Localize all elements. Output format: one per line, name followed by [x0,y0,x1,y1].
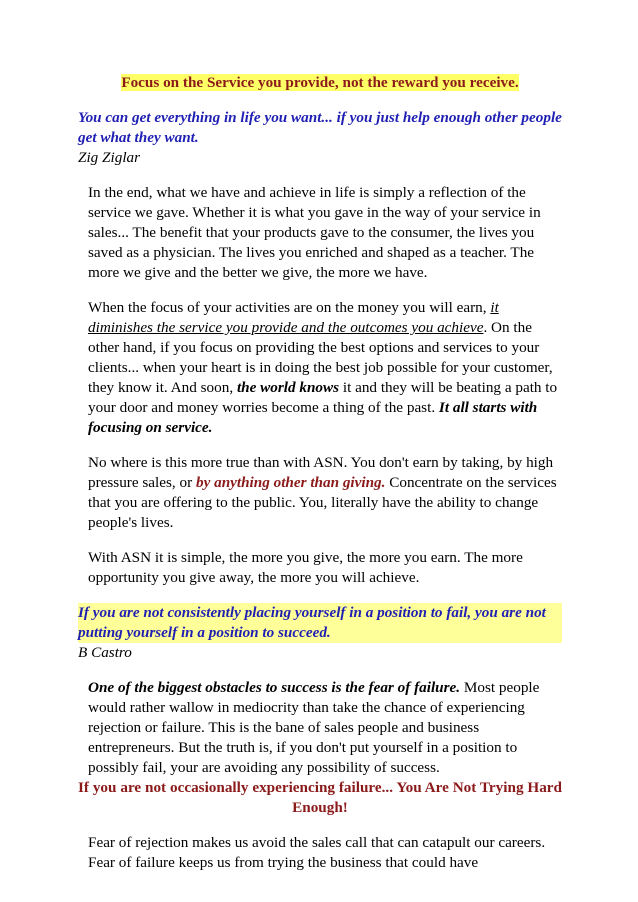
paragraph-focus-c: it and they will be beating a path to your door and money worries become a thing of the past. [88,379,558,416]
paragraph-asn-red: by anything other than giving. [195,474,386,491]
quote-castro-author: B Castro [78,644,132,661]
paragraph-focus-underline: it diminishes the service you provide and the outcomes you achieve [88,299,499,336]
quote-castro: If you are not consistently placing yourself in a position to fail, you are not putting yourself in a position to succeed. [78,603,562,643]
paragraph-reflection: In the end, what we have and achieve in life is simply a reflection of the service we gave. Whether it is what you gave in the way of your service in sales... The benefit that your products gave to the consumer, the lives you saved as a physician. The lives you enriched and shaped as a teacher. The more we give and the better we give, the more we have. [88,184,541,281]
callout-trying-hard: If you are not occasionally experiencing failure... You Are Not Trying Hard Enough! [78,779,562,816]
page-title-text: Focus on the Service you provide, not the reward you receive. [121,74,519,91]
paragraph-focus-emphasis: the world knows [236,379,340,396]
paragraph-asn-giving [78,453,562,533]
paragraph-asn-b: Concentrate on the services that you are offering to the public. You, literally have the ability to change people's lives. [88,474,557,531]
page-title [78,73,562,93]
quote-ziglar: You can get everything in life you want... if you just help enough other people get what they want. [78,109,562,146]
paragraph-asn-simple: With ASN it is simple, the more you give, the more you earn. The more opportunity you give away, the more you will achieve. [88,549,523,586]
paragraph-focus-end: It all starts with focusing on service. [88,399,538,436]
paragraph-focus [78,298,562,438]
paragraph-fear-lead: One of the biggest obstacles to success is the fear of failure. [88,679,461,696]
quote-ziglar-author: Zig Ziglar [78,149,141,166]
document-page [78,73,562,873]
paragraph-focus-b: . On the other hand, if you focus on providing the best options and services to your clients... when your heart is in doing the best job possible for your customer, they know it. And soon, [88,319,553,396]
paragraph-focus-a: When the focus of your activities are on the money you will earn, [88,299,491,316]
paragraph-asn-a: No where is this more true than with ASN. You don't earn by taking, by high pressure sales, or [88,454,554,491]
paragraph-fear-rest: Most people would rather wallow in mediocrity than take the chance of experiencing rejection or failure. This is the bane of sales people and business entrepreneurs. But the truth is, if you don't put yourself in a position to possibly fail, your are avoiding any possibility of success. [88,679,540,776]
paragraph-fear-failure [78,678,562,778]
paragraph-rejection: Fear of rejection makes us avoid the sales call that can catapult our careers. Fear of failure keeps us from trying the business that could have [88,834,546,871]
